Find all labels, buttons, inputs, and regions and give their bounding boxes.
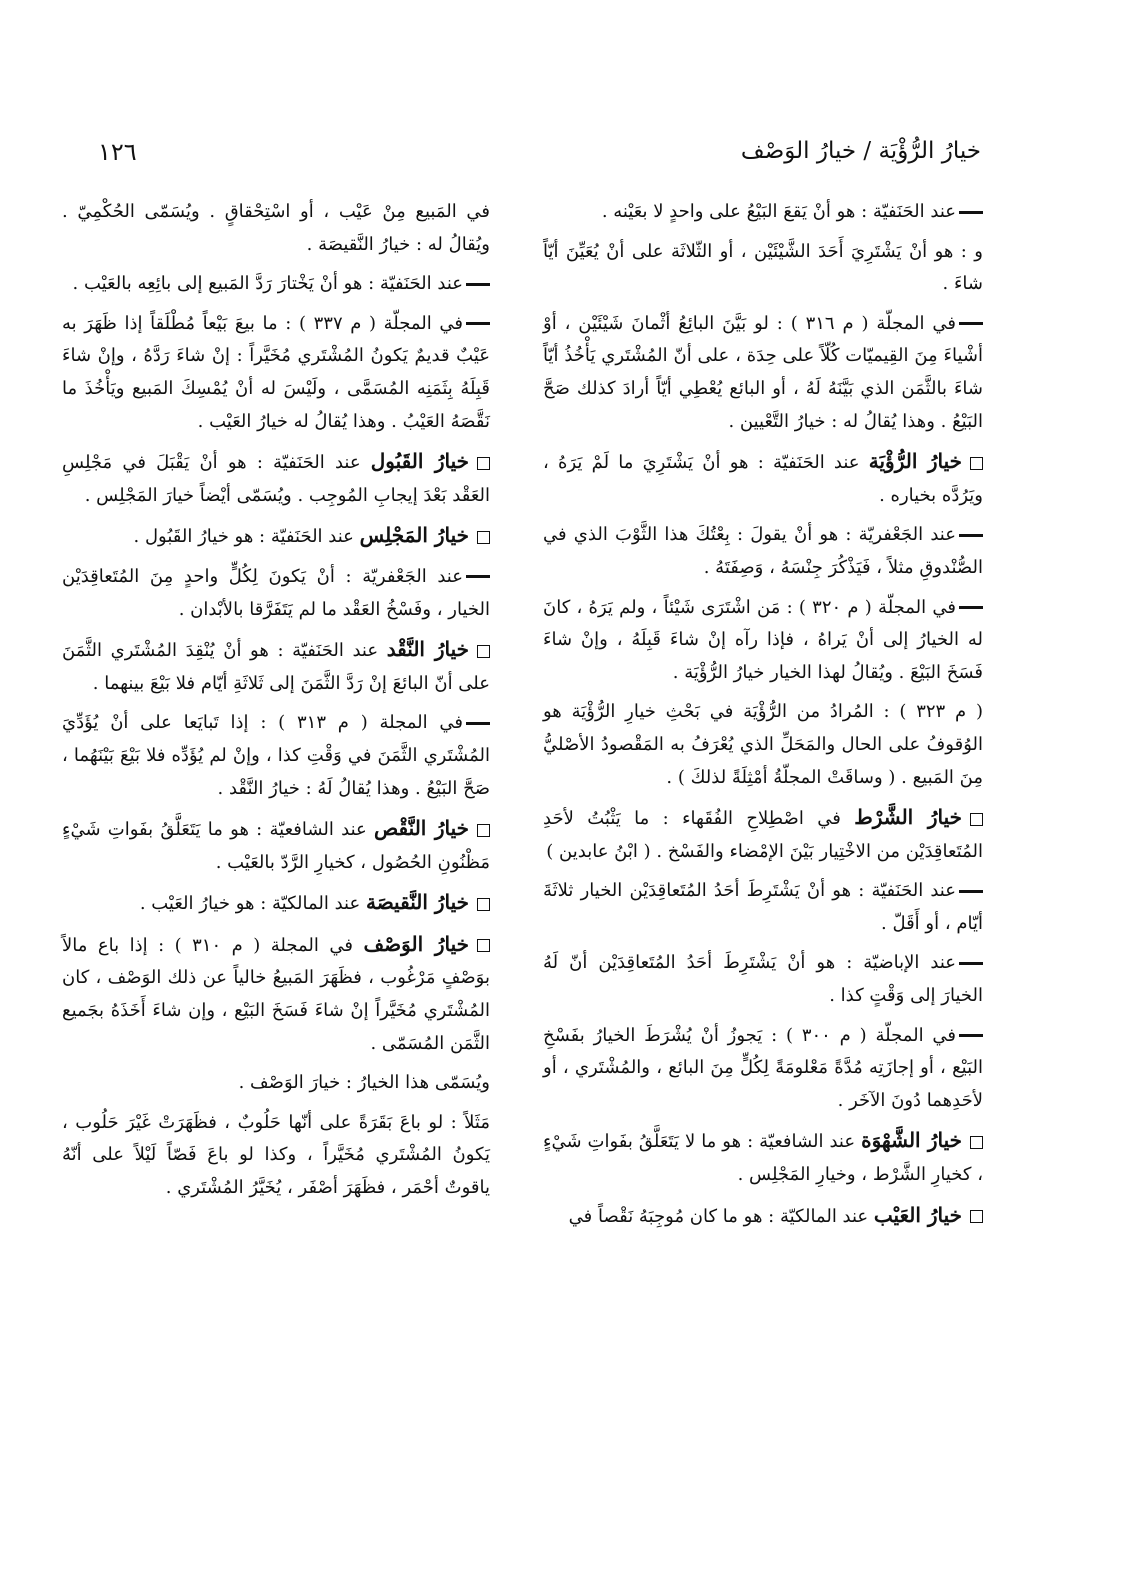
dictionary-entry: [543, 445, 983, 512]
school-label: عند الإباضيّة :: [846, 952, 956, 974]
school-label: عند الجَعْفريّة :: [845, 524, 956, 546]
school-label: عند الجَعْفريّة :: [345, 565, 463, 587]
dash-icon: [959, 534, 983, 537]
paragraph: [62, 561, 490, 626]
dictionary-entry: [62, 812, 490, 879]
paragraph: [62, 707, 490, 805]
entry-text: لو بَيَّنَ البائِعُ أثْمانَ شَيْئَيْن ، أوْ أشْياءَ مِنَ القِيميّات كُلّاً على حِدَة ، على أنّ المُشْتَري يَأْخُذُ أيّاً شاءَ بالثَّمَن الذي بَيَّنَهُ لَهُ ، أو البائع يُعْطِي أيّاً أرادَ كذلك صَحَّ البَيْعُ . وهذا يُقالُ له : خيارُ التَّعْيين .: [543, 312, 984, 432]
entry-text: ( م ٣٢٣ ) : المُرادُ من الرُّؤْيَة في بَحْثِ خيارِ الرُّؤْيَة هو الوُقوفُ على الحال والمَحَلِّ الذي يُعْرَفُ به المَقْصودُ الأصْليُّ مِنَ المَبيع . ( وساقَتْ المجلّةُ أمْثِلَةً لذلكَ ) .: [543, 701, 983, 788]
entry-term: خيارُ الوَصْف: [363, 931, 470, 956]
entry-box-icon: [970, 1136, 983, 1149]
entry-text: ويُسَمّى هذا الخيارُ : خيارَ الوَصْف .: [238, 1072, 490, 1094]
dictionary-entry: [543, 1199, 983, 1234]
dictionary-entry: [543, 1124, 983, 1191]
paragraph: [543, 592, 983, 690]
entry-term: خيارُ الشَّرْط: [854, 805, 962, 830]
entry-text: و : هو أنْ يَشْتَرِيَ أَحَدَ الشَّيْئَيْن ، أو الثّلاثَة على أنْ يُعَيِّنَ أيّاً شاءَ .: [543, 240, 983, 295]
dictionary-entry: [62, 886, 490, 921]
dash-icon: [959, 890, 983, 893]
school-label: في المجلّة ( م ٣١٦ ) :: [776, 312, 957, 334]
entry-text: عند الحَنَفيّة : هو خيارُ القَبُول .: [133, 526, 354, 548]
entry-text: مَن اشْتَرَى شَيْئاً ، ولم يَرَهُ ، كانَ له الخيارُ إلى أنْ يَراهُ ، فإذا رآه إنْ شاءَ قَبِلَهُ ، وإنْ شاءَ فَسَخَ البَيْعَ . ويُقالُ لهذا الخيار خيارُ الرُّؤْيَة .: [543, 596, 983, 683]
dash-icon: [959, 322, 983, 325]
dash-icon: [466, 575, 490, 578]
entry-text: عند المالكيّة : هو ما كان مُوجِبَهُ نَقْصاً في: [568, 1205, 869, 1227]
entry-text: يَجوزُ أنْ يُشْرَطَ الخيارُ بفَسْخِ البَيْع ، أو إجازَتِه مُدَّةً مَعْلومَةً لِكُلٍّ مِنَ البائع ، والمُشْتَري ، أو لأحَدِهما دُونَ الآخَر .: [543, 1024, 983, 1111]
school-label: في المجلة ( م ٣١٣ ) :: [260, 712, 463, 734]
running-header: خيارُ الرُّؤْيَة / خيارُ الوَصْف: [740, 138, 981, 164]
entry-term: خيارُ الشَّهْوَة: [861, 1128, 962, 1153]
entry-box-icon: [477, 645, 490, 658]
paragraph: [543, 947, 983, 1012]
school-label: في المجلّة ( م ٣٠٠ ) :: [771, 1024, 957, 1046]
entry-text: هو أنْ يقولَ : بِعْتُكَ هذا الثَّوْبَ الذي في الصُّنْدوقِ مثلاً ، فَيَذْكُرَ جِنْسَهُ ، وَصِفَتَهُ .: [543, 524, 983, 578]
entry-text: هو أنْ يَشْتَرِطَ أحَدُ المُتَعاقِدَيْن الخيار ثلاثَةَ أيّام ، أو أَقَلّ .: [543, 880, 983, 934]
school-label: عند الحَنَفيّة :: [368, 273, 463, 295]
entry-text: عند الحَنَفيّة : هو أنْ يَشْتَرِيَ ما لَمْ يَرَهُ ، ويَرُدَّه بخياره .: [543, 452, 983, 506]
school-label: في المجلّة ( م ٣٢٠ ) :: [786, 596, 956, 618]
paragraph: [543, 1020, 983, 1118]
dictionary-entry: [62, 445, 490, 512]
entry-text: في اصْطِلاحِ الفُقَهاء : ما يَثْبُتُ لأحَدِ المُتَعاقِدَيْن من الاخْتِيار بَيْنَ الإمْضاء والفَسْخ . ( ابْنُ عابدين ): [543, 808, 983, 862]
paragraph: [543, 196, 983, 229]
dictionary-entry: [62, 633, 490, 700]
entry-text: هو أنْ يَخْتارَ رَدَّ المَبيع إلى بائِعِه بالعَيْب .: [72, 273, 363, 295]
page-number: ١٢٦: [98, 138, 137, 166]
entry-box-icon: [970, 1210, 983, 1223]
dash-icon: [959, 606, 983, 609]
entry-term: خيارُ القَبُول: [370, 449, 469, 474]
entry-box-icon: [477, 898, 490, 911]
entry-term: خيارُ النَّقيصَة: [365, 890, 469, 915]
paragraph: [62, 1067, 490, 1100]
paragraph: [62, 268, 490, 301]
dictionary-entry: [62, 519, 490, 554]
entry-text: في المَبيع مِنْ عَيْب ، أو اسْتِحْقاقٍ . ويُسَمّى الحُكْمِيّ . ويُقالُ له : خيارُ النَّقيصَة .: [62, 201, 490, 255]
entry-term: خيارُ الرُّؤْيَة: [868, 449, 962, 474]
dash-icon: [959, 962, 983, 965]
entry-box-icon: [477, 457, 490, 470]
dictionary-entry: [62, 928, 490, 1060]
dash-icon: [959, 1034, 983, 1037]
entry-box-icon: [970, 813, 983, 826]
dash-icon: [466, 283, 490, 286]
paragraph: [62, 1107, 490, 1205]
paragraph: [543, 308, 983, 438]
entry-term: خيارُ المَجْلِس: [359, 523, 469, 548]
entry-text: في المجلة ( م ٣١٠ ) : إذا باع مالاً بوَصْفٍ مَرْغُوب ، فظَهَرَ المَبيعُ خالياً عن ذلك الوَصْف ، كان المُشْتَري مُخَيَّراً إنْ شاءَ فَسَخَ البَيْع ، وإن شاءَ أَخَذَهُ بجَميع الثَّمَن المُسَمّى .: [62, 934, 490, 1054]
entry-box-icon: [970, 457, 983, 470]
entry-box-icon: [477, 531, 490, 544]
school-label: عند الحَنَفيّة :: [858, 880, 956, 902]
right-column: [543, 196, 983, 1240]
paragraph: [62, 196, 490, 261]
entry-term: خيارُ العَيْب: [873, 1202, 962, 1227]
paragraph: [543, 875, 983, 940]
paragraph: [62, 308, 490, 438]
entry-box-icon: [477, 939, 490, 952]
entry-text: ما بيعَ بَيْعاً مُطْلَقاً إذا ظَهَرَ به عَيْبٌ قديمٌ يَكونُ المُشْتَري مُخَيَّراً : إنْ شاءَ رَدَّهُ ، وإنْ شاءَ قَبِلَهُ بِثَمَنِه المُسَمَّى ، ولَيْسَ له أنْ يُمْسِكَ المَبيع ويَأْخُذَ ما نَقَّصَهُ العَيْبُ . وهذا يُقالُ له خيارُ العَيْب .: [62, 312, 490, 432]
entry-text: مَثَلاً : لو باعَ بَقَرَةً على أنّها حَلُوبٌ ، فظَهَرَتْ غَيْرَ حَلُوب ، يَكونُ المُشْتَري مُخَيَّراً ، وكذا لو باعَ فَصّاً لَيْلاً على أنّهُ ياقوتٌ أحْمَر ، فظَهَرَ أصْفَر ، يُخَيَّرُ المُشْتَري .: [62, 1111, 490, 1199]
entry-term: خيارُ النَّقْد: [386, 637, 469, 662]
entry-text: هو أنْ يَشْتَرِطَ أحَدُ المُتَعاقِدَيْن أنّ لَهُ الخيارَ إلى وَقْتٍ كذا .: [543, 952, 983, 1007]
dash-icon: [466, 722, 490, 725]
entry-term: خيارُ النَّقْص: [374, 816, 469, 841]
paragraph: [543, 696, 983, 794]
entry-text: عند الشافعيّة : هو ما يَتَعَلَّقُ بفَواتِ شَيْءٍ مَظْنُونِ الحُصُول ، كخيارِ الرَّدّ بالعَيْب .: [62, 819, 490, 873]
left-column: [62, 196, 490, 1212]
entry-text: أنْ يَكونَ لِكُلٍّ واحدٍ مِنَ المُتَعاقِدَيْن الخيار ، وفَسْخُ العَقْد ما لم يَتَفَرَّقا بالأبْدان .: [62, 565, 490, 620]
paragraph: [543, 236, 983, 301]
dash-icon: [466, 322, 490, 325]
dictionary-entry: [543, 801, 983, 868]
entry-text: عند الحَنَفيّة : هو أنْ يُنْقِدَ المُشْتَري الثَّمَنَ على أنّ البائعَ إنْ رَدَّ الثَّمَنَ إلى ثَلاثَةِ أيّام فلا بَيْعَ بينهما .: [62, 640, 490, 694]
school-label: في المجلّة ( م ٣٣٧ ) :: [285, 312, 463, 334]
school-label: عند الحَنَفيّة :: [861, 201, 956, 222]
dash-icon: [959, 211, 983, 214]
entry-text: إذا تَبايَعا على أنْ يُؤَدِّيَ المُشْتَري الثَّمَنَ في وَقْتِ كذا ، وإنْ لم يُؤَدِّه فلا بَيْعَ بَيْنَهُما ، صَحَّ البَيْعُ . وهذا يُقالُ لَهُ : خيارُ النَّقْد .: [62, 712, 490, 799]
entry-box-icon: [477, 824, 490, 837]
entry-text: عند الحَنَفيّة : هو أنْ يَقْبَلَ في مَجْلِسِ العَقْد بَعْدَ إيجابِ المُوجِب . ويُسَمّى أيْضاً خيارَ المَجْلِس .: [62, 452, 490, 506]
entry-text: عند الشافعيّة : هو ما لا يَتَعَلَّقُ بفَواتِ شَيْءٍ ، كخيارِ الشَّرْط ، وخيارِ المَجْلِس .: [543, 1131, 983, 1186]
entry-text: هو أنْ يَقعَ البَيْعُ على واحدٍ لا بعَيْنه .: [601, 201, 856, 222]
paragraph: [543, 519, 983, 584]
entry-text: عند المالكيّة : هو خيارُ العَيْب .: [139, 893, 361, 915]
